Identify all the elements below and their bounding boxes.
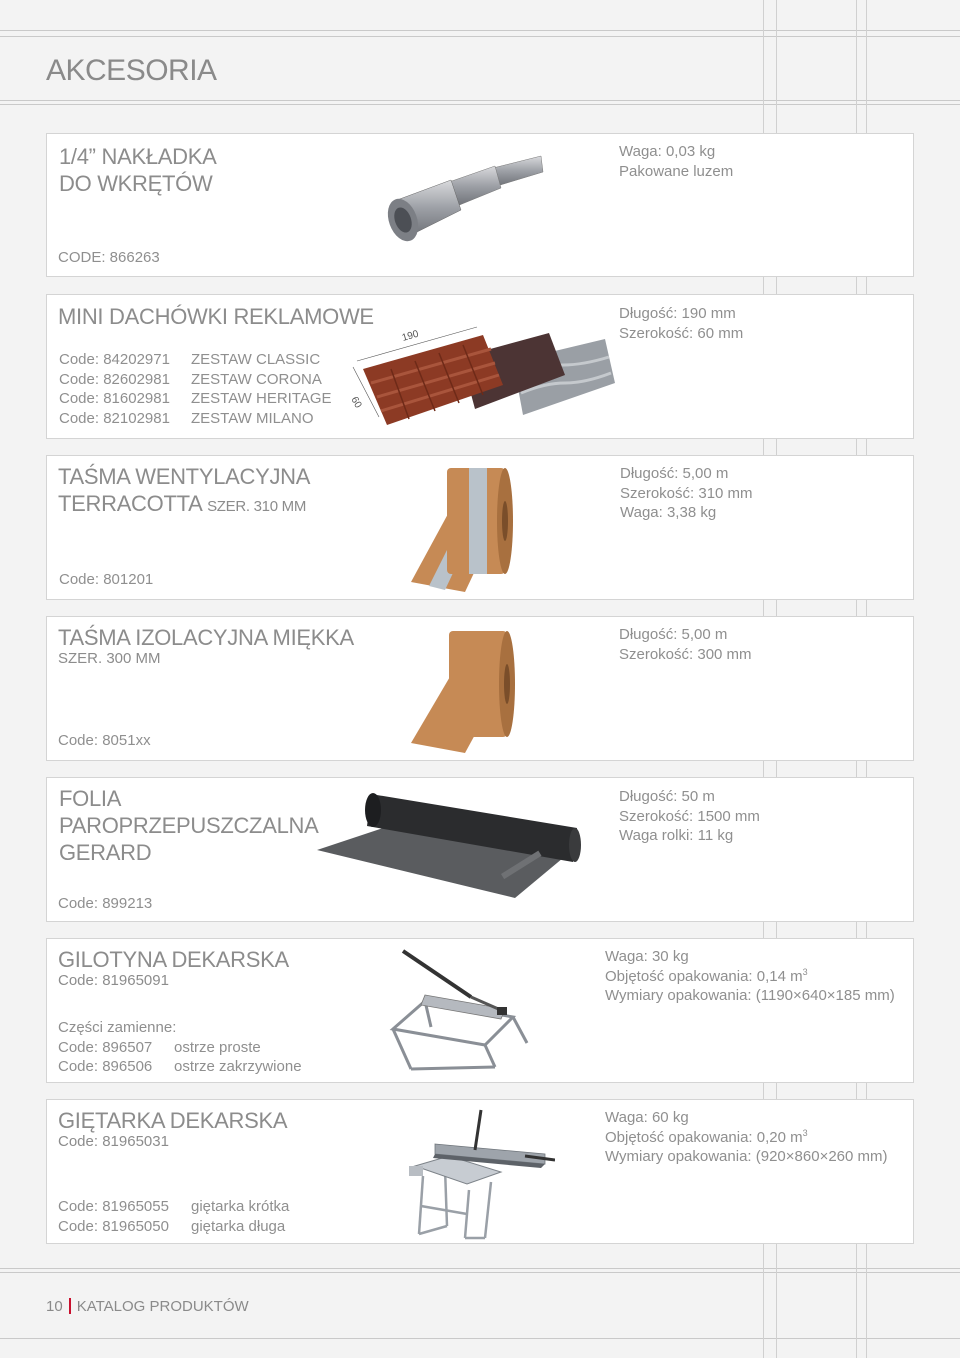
dimension-60-label: 60 [348, 395, 364, 411]
product-width: SZER. 300 MM [58, 650, 161, 667]
code-row [59, 350, 332, 370]
product-name-line: DO WKRĘTÓW [59, 171, 213, 196]
spec-line: Waga: 0,03 kg [619, 143, 716, 160]
row-label: ZESTAW HERITAGE [191, 390, 332, 407]
product-name-line: PAROPRZEPUSZCZALNA [59, 813, 319, 838]
spec-text: Objętość opakowania: 0,14 m [605, 967, 803, 985]
page-title: AKCESORIA [46, 54, 217, 87]
product-code: Code: 801201 [59, 571, 154, 588]
row-code: Code: 896507 [58, 1038, 153, 1056]
product-card-mini-tiles [46, 294, 914, 439]
spec-superscript: 3 [802, 1127, 808, 1138]
product-name: MINI DACHÓWKI REKLAMOWE [58, 304, 374, 329]
spec-line: Waga: 30 kg [605, 948, 689, 965]
row-code: Code: 81602981 [59, 390, 170, 407]
product-name: GILOTYNA DEKARSKA [58, 947, 289, 972]
product-specs [619, 625, 752, 664]
dimension-190-label: 190 [400, 328, 420, 344]
product-card-socket [46, 133, 914, 277]
row-label: giętarka krótka [191, 1198, 290, 1215]
spec-line: Długość: 5,00 m [619, 626, 728, 643]
spec-line-volume [605, 967, 895, 987]
product-card-guillotine [46, 938, 914, 1083]
product-specs [605, 1108, 888, 1167]
code-list [58, 1197, 289, 1236]
product-name-line: 1/4” NAKŁADKA [59, 144, 217, 169]
roof-tiles-image [343, 313, 623, 425]
bending-machine-image [405, 1106, 555, 1240]
row-label: ZESTAW CORONA [191, 370, 322, 388]
product-card-insulation-tape [46, 616, 914, 761]
spec-line: Długość: 5,00 m [620, 465, 729, 482]
product-code: Code: 8051xx [58, 732, 151, 749]
code-row [59, 370, 332, 390]
product-specs [619, 787, 760, 846]
code-row [59, 409, 332, 429]
row-code: Code: 81965050 [58, 1217, 169, 1235]
spec-text: Objętość opakowania: 0,20 m [605, 1128, 803, 1146]
row-code: Code: 84202971 [59, 351, 170, 368]
row-code: Code: 82602981 [59, 370, 170, 388]
parts-list [58, 1018, 302, 1077]
spec-line: Długość: 190 mm [619, 305, 736, 322]
spec-line: Szerokość: 1500 mm [619, 807, 760, 825]
spec-line-volume [605, 1128, 888, 1148]
row-label: ZESTAW CLASSIC [191, 351, 321, 368]
product-name: GIĘTARKA DEKARSKA [58, 1108, 288, 1133]
product-code: CODE: 866263 [58, 249, 160, 266]
product-specs [619, 142, 733, 181]
product-name [58, 624, 354, 651]
product-code: Code: 81965031 [58, 1133, 169, 1150]
product-name-line: TAŚMA WENTYLACYJNA [58, 464, 311, 489]
page-number: 10 [46, 1298, 63, 1315]
code-row [58, 1197, 289, 1217]
product-specs [619, 304, 743, 343]
spec-superscript: 3 [802, 966, 808, 977]
product-name-line: TERRACOTTA [58, 491, 202, 516]
spec-line: Długość: 50 m [619, 788, 715, 805]
insulation-tape-roll-image [409, 623, 559, 757]
product-code: Code: 899213 [58, 895, 153, 912]
row-label: giętarka długa [191, 1217, 286, 1235]
code-row [58, 1217, 289, 1237]
spec-line: Wymiary opakowania: (1190×640×185 mm) [605, 987, 895, 1004]
page-footer [46, 1298, 249, 1315]
product-code: Code: 81965091 [58, 972, 169, 989]
product-card-bending-machine [46, 1099, 914, 1244]
product-specs [620, 464, 753, 523]
product-card-membrane [46, 777, 914, 922]
product-name [59, 143, 217, 197]
parts-title: Części zamienne: [58, 1019, 177, 1036]
part-row [58, 1038, 302, 1058]
spec-line: Waga: 3,38 kg [620, 504, 717, 521]
catalog-label: KATALOG PRODUKTÓW [76, 1298, 249, 1315]
spec-line: Szerokość: 300 mm [619, 645, 752, 663]
socket-bit-image [377, 148, 547, 248]
ventilation-tape-roll-image [407, 460, 557, 594]
row-code: Code: 82102981 [59, 409, 170, 427]
guillotine-image [385, 947, 545, 1073]
code-list [59, 350, 332, 428]
product-name [59, 785, 318, 866]
product-name-line: FOLIA [59, 786, 122, 811]
membrane-roll-image [315, 790, 585, 902]
spec-line: Szerokość: 310 mm [620, 484, 753, 502]
product-name-line: GERARD [59, 840, 152, 865]
row-code: Code: 81965055 [58, 1198, 169, 1215]
part-row [58, 1057, 302, 1077]
row-label: ostrze proste [174, 1038, 261, 1056]
spec-line: Szerokość: 60 mm [619, 324, 744, 342]
footer-separator [69, 1298, 71, 1314]
product-width: SZER. 310 MM [207, 498, 307, 515]
spec-line: Waga rolki: 11 kg [619, 827, 734, 844]
row-label: ostrze zakrzywione [174, 1058, 302, 1075]
spec-line: Waga: 60 kg [605, 1109, 689, 1126]
product-card-ventilation-tape [46, 455, 914, 600]
code-row [59, 389, 332, 409]
spec-line: Wymiary opakowania: (920×860×260 mm) [605, 1148, 888, 1165]
product-name [58, 463, 310, 520]
row-code: Code: 896506 [58, 1058, 153, 1075]
product-specs [605, 947, 895, 1006]
product-name-line: TAŚMA IZOLACYJNA MIĘKKA [58, 625, 354, 650]
row-label: ZESTAW MILANO [191, 409, 314, 427]
spec-line: Pakowane luzem [619, 162, 734, 180]
